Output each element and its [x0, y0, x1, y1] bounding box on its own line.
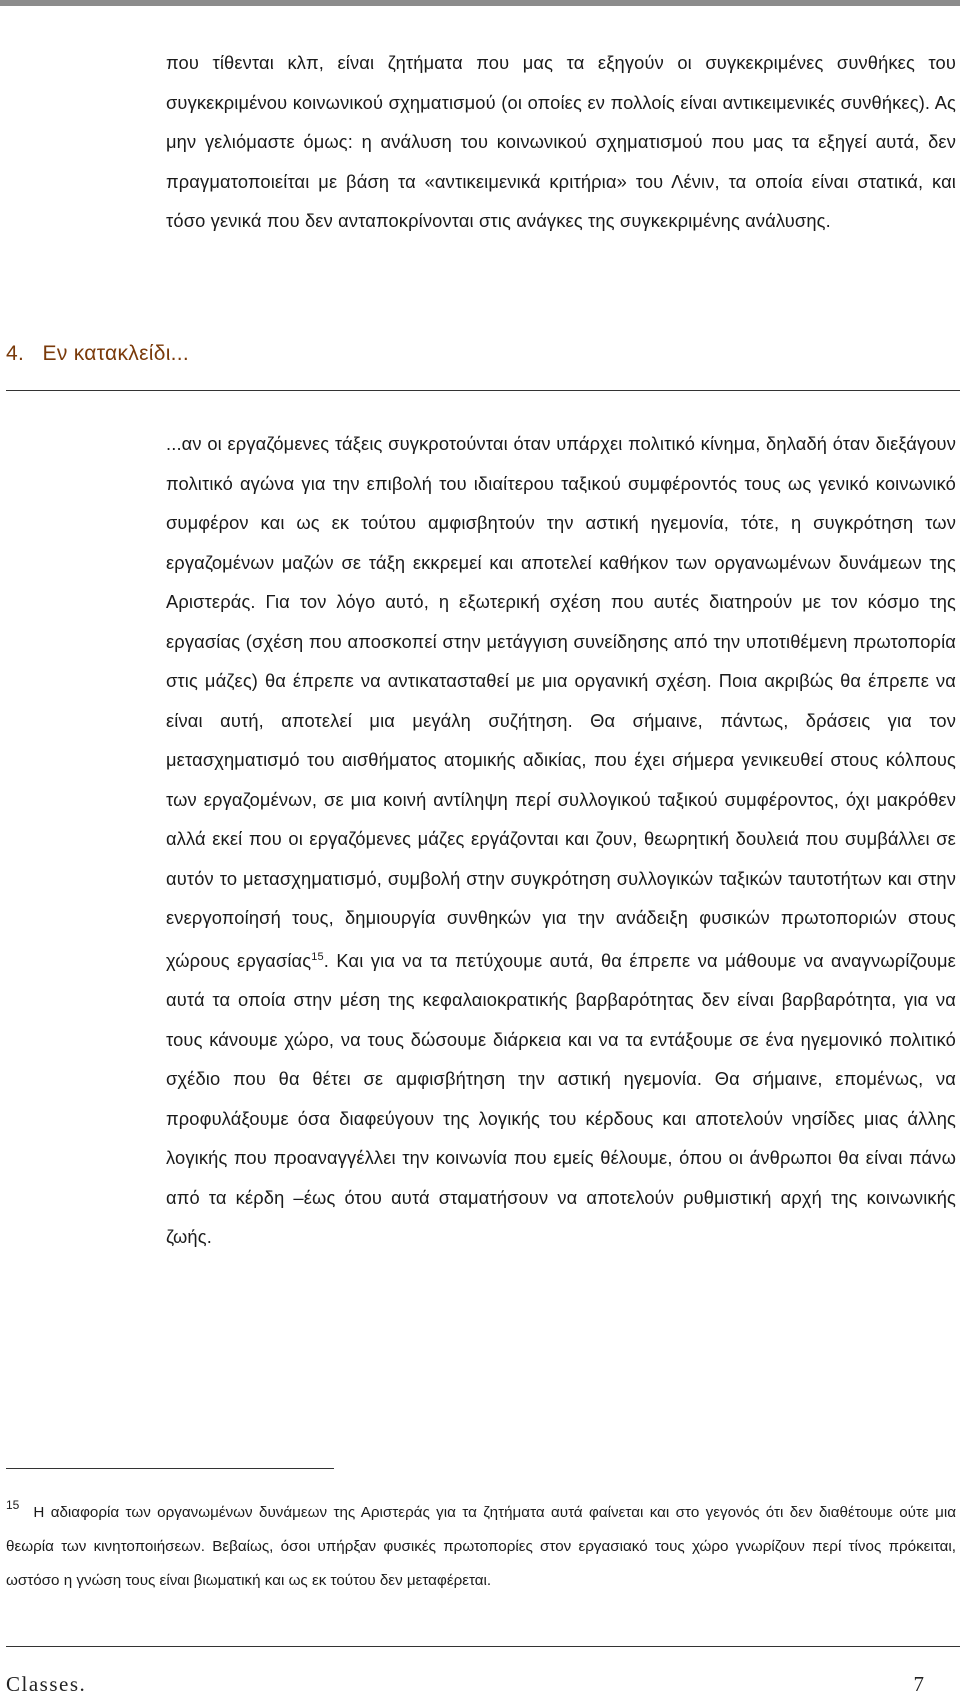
footer-divider	[6, 1646, 960, 1647]
footnote	[6, 1488, 956, 1598]
body-paragraph-continued: που τίθενται κλπ, είναι ζητήματα που μας τα εξηγούν οι συγκεκριμένες συνθήκες του συγκεκριμένου κοινωνικού σχηματισμού (οι οποίες εν πολλοίς είναι αντικειμενικές συνθήκες). Ας μην γελιόμαστε όμως: η ανάλυση του κοινωνικού σχηματισμού που μας τα εξηγεί αυτά, δεν πραγματοποιείται με βάση τα «αντικειμενικά κριτήρια» του Λένιν, τα οποία είναι στατικά, και τόσο γενικά που δεν ανταποκρίνονται στις ανάγκες της συγκεκριμένης ανάλυσης.	[166, 52, 956, 231]
paragraph-text-part1: ...αν οι εργαζόμενες τάξεις συγκροτούνται όταν υπάρχει πολιτικό κίνημα, δηλαδή όταν διεξάγουν πολιτικό αγώνα για την επιβολή του ιδιαίτερου ταξικού συμφέροντός τους ως γενικό κοινωνικό συμφέρον και ως εκ τούτου αμφισβητούν την αστική ηγεμονία, τότε, η συγκρότηση των εργαζομένων μαζών σε τάξη εκκρεμεί και αποτελεί καθήκον των οργανωμένων δυνάμεων της Αριστεράς. Για τον λόγο αυτό, η εξωτερική σχέση που αυτές διατηρούν με τον κόσμο της εργασίας (σχέση που αποσκοπεί στην μετάγγιση συνείδησης από την υποτιθέμενη πρωτοπορία στις μάζες) θα έπρεπε να αντικατασταθεί με μια οργανική σχέση. Ποια ακριβώς θα έπρεπε να είναι αυτή, αποτελεί μια μεγάλη συζήτηση. Θα σήμαινε, πάντως, δράσεις για τον μετασχηματισμό του αισθήματος ατομικής αδικίας, που έχει σήμερα γενικευθεί στους κόλπους των εργαζομένων, σε μια κοινή αντίληψη περί συλλογικού ταξικού συμφέροντος, όχι μακρόθεν αλλά εκεί που οι εργαζόμενες μάζες εργάζονται και ζουν, θεωρητική δουλειά που συμβάλλει σε αυτόν το μετασχηματισμό, συμβολή στην συγκρότηση συλλογικών ταξικών ταυτοτήτων και στην ενεργοποίησή τους, δημιουργία συνθηκών για την ανάδειξη φυσικών πρωτοποριών στους χώρους εργασίας	[166, 433, 956, 971]
footnote-reference[interactable]: 15	[311, 950, 324, 963]
footnote-text: Η αδιαφορία των οργανωμένων δυνάμεων της Αριστεράς για τα ζητήματα αυτά φαίνεται και στο γεγονός ότι δεν διαθέτουμε ούτε μια θεωρία των κινητοποιήσεων. Βεβαίως, όσοι υπήρξαν φυσικές πρωτοπορίες στον εργασιακό τους χώρο γνωρίζουν περί τίνος πρόκειται, ωστόσο η γνώση τους είναι βιωματική και ως εκ τούτου δεν μεταφέρεται.	[6, 1504, 956, 1589]
section-heading: 4. Εν κατακλείδι...	[6, 342, 190, 365]
page-number: 7	[913, 1672, 924, 1696]
body-paragraph-main	[166, 424, 956, 1257]
footer-label: Classes.	[6, 1672, 87, 1696]
top-rule	[0, 0, 960, 6]
footnote-number: 15	[6, 1498, 20, 1512]
section-divider	[6, 390, 960, 391]
paragraph-text-part2: . Και για να τα πετύχουμε αυτά, θα έπρεπε να μάθουμε να αναγνωρίζουμε αυτά τα οποία στην μέση της κεφαλαιοκρατικής βαρβαρότητας δεν είναι βαρβαρότητα, για να τους κάνουμε χώρο, να τους δώσουμε διάρκεια και να τα εντάξουμε σε ένα ηγεμονικό πολιτικό σχέδιο που θα θέτει σε αμφισβήτηση την αστική ηγεμονία. Θα σήμαινε, επομένως, να προφυλάξουμε όσα διαφεύγουν της λογικής του κέρδους και αποτελούν νησίδες μιας άλλης λογικής που προαναγγέλλει την κοινωνία που εμείς θέλουμε, όπου οι άνθρωποι θα είναι πάνω από τα κέρδη –έως ότου αυτά σταματήσουν να αποτελούν ρυθμιστική αρχή της κοινωνικής ζωής.	[166, 949, 956, 1247]
footnote-separator	[6, 1468, 334, 1469]
